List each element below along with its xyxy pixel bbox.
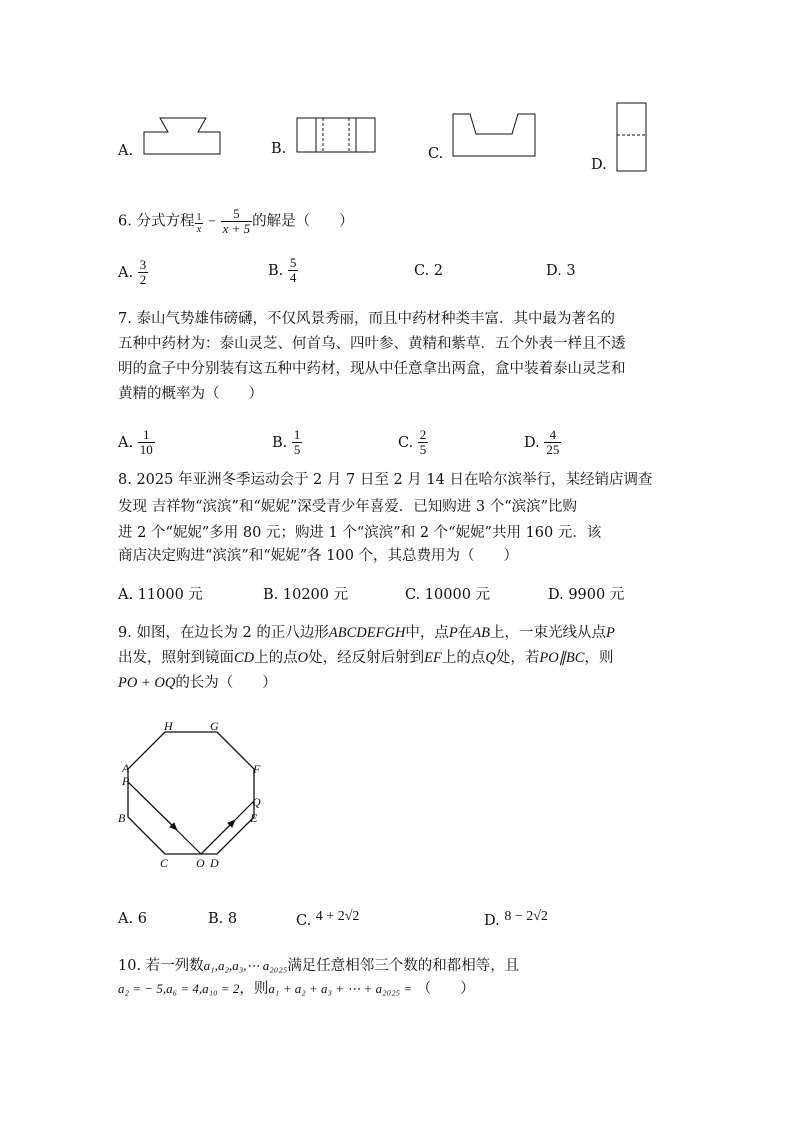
q9-point-o: O [297,650,309,666]
q9-label-d: D [210,856,219,870]
q5-option-d-label: D. [591,157,607,173]
q7-option-a-label: A. [118,435,134,451]
q10-l1-c: 满足任意相邻三个数的和都相等，且 [287,958,520,974]
q6-option-b-label: B. [268,263,284,279]
q10-answer-blank: （ ） [416,981,475,997]
q10-l2-b: ，则 [239,981,269,997]
q6-minus: − [208,214,216,230]
q7-option-a-denominator: 10 [139,442,153,457]
q9-octagon-figure [112,712,272,872]
q6-suffix: 的解是（ ） [252,213,354,230]
q10-sum-expression: a₁ + a₂ + a₃ + ⋯ + a₂₀₂₅ = [268,981,413,996]
q6-option-b [268,256,298,285]
q9-option-d-label: D. [484,913,500,929]
q9-label-p: P [122,774,130,788]
q9-segment-ab: AB [472,625,490,641]
q5-option-d-figure [614,100,650,174]
q9-label-a: A [122,761,130,775]
q9-option-c-label: C. [296,913,312,929]
q9-option-d [484,904,548,934]
q9-l2-e: 处，经反射后射到 [308,650,425,666]
q9-label-c: C [160,856,169,870]
q6-frac2-denominator: x + 5 [222,221,251,236]
q9-label-g: G [210,719,219,733]
q9-l1-g: 上，一束光线从点 [489,625,606,641]
q9-line-2 [118,645,613,671]
q9-octagon-name: ABCDEFGH [328,625,406,641]
q5-option-b-label: B. [271,141,287,157]
q9-sum-expression: PO + OQ [118,675,176,691]
q9-octagon [128,732,254,854]
q6-prefix: 6. 分式方程 [118,213,195,230]
q9-option-b: B. 8 [208,911,238,927]
q9-l2-k: ，则 [584,650,614,666]
q7-line-4: 黄精的概率为（ ） [118,386,263,402]
q6-option-a-denominator: 2 [139,272,147,287]
q6-option-b-fraction [288,256,299,285]
q6-option-a-label: A. [118,265,134,281]
q9-ray-oq-arrow [201,822,233,854]
q8-line-3: 进 2 个“妮妮”多用 80 元；购进 1 个“滨滨”和 2 个“妮妮”共用 160 元．该 [118,525,602,541]
q7-option-c-numerator: 2 [419,427,427,442]
q10-given-values: a₂ = − 5,a₆ = 4,a₁₀ = 2 [118,981,240,996]
q9-label-q: Q [252,795,261,809]
q6-frac1-denominator: x [196,223,202,235]
q7-option-c [398,428,428,457]
q5-option-a-figure [140,114,224,158]
q10-sequence: a₁,a₂,a₃,⋯ a₂₀₂₅ [203,958,288,973]
q7-line-1: 7. 泰山气势雄伟磅礴，不仅风景秀丽，而且中药材种类丰富．其中最为著名的 [118,311,615,327]
q9-option-d-value: 8 − 2√2 [504,909,548,924]
q7-option-c-denominator: 5 [419,442,427,457]
q9-option-c [296,904,359,934]
q9-label-b: B [118,811,126,825]
q6-fraction-1 [194,212,203,235]
q7-option-b [272,428,302,457]
q8-line-1: 8. 2025 年亚洲冬季运动会于 2 月 7 日至 2 月 14 日在哈尔滨举行，某经销店调查 [118,472,653,488]
q6-frac1-numerator: 1 [196,211,202,223]
q5-option-c-label: C. [428,146,444,162]
q5-option-b-figure [294,115,378,155]
q6-option-a-fraction [138,258,149,287]
q7-option-d-fraction [544,428,561,457]
q9-l2-g: 上的点 [441,650,486,666]
q9-ray-po-arrow [128,782,175,828]
q6-stem [118,207,354,236]
q8-line-4: 商店决定购进“滨滨”和“妮妮”各 100 个，其总费用为（ ） [118,548,519,564]
q5-option-a-label: A. [118,143,134,159]
q7-option-b-denominator: 5 [293,442,301,457]
q9-l1-c: 中，点 [405,625,449,641]
q10-l1-a: 10. 若一列数 [118,958,204,974]
q7-option-b-numerator: 1 [293,427,301,442]
q7-option-b-label: B. [272,435,288,451]
q7-line-2: 五种中药材为：泰山灵芝、何首乌、四叶参、黄精和紫草．五个外表一样且不透 [118,336,626,352]
q9-parallel-condition: PO∥BC [539,650,585,666]
q8-option-a: A. 11000 元 [118,587,203,603]
q9-line-1 [118,620,615,646]
q6-option-d: D. 3 [546,263,576,279]
q9-segment-ef: EF [424,650,442,666]
q10-line-2 [118,976,475,1002]
q9-label-o: O [196,856,205,870]
q6-option-b-numerator: 5 [289,255,297,270]
q9-segment-cd: CD [234,650,255,666]
q6-option-c: C. 2 [414,263,444,279]
q7-option-d-denominator: 25 [546,442,560,457]
q6-option-a [118,258,148,287]
q6-frac2-numerator: 5 [233,206,240,221]
q7-option-a [118,428,155,457]
q7-option-b-fraction [292,428,303,457]
q9-label-h: H [164,719,173,733]
q5-option-c-figure [450,110,538,160]
q9-label-e: E [250,811,258,825]
q7-option-c-label: C. [398,435,414,451]
q7-option-a-fraction [138,428,155,457]
q9-l2-c: 上的点 [254,650,298,666]
q9-l1-a: 9. 如图，在边长为 2 的正八边形 [118,625,329,641]
q9-l3-b: 的长为（ ） [175,675,277,691]
q8-line-2: 发现 吉祥物“滨滨”和“妮妮”深受青少年喜爱．已知购进 3 个“滨滨”比购 [118,499,578,515]
q7-option-a-numerator: 1 [142,427,150,442]
q9-l1-e: 在 [457,625,473,641]
q9-line-3 [118,670,277,696]
q9-option-a: A. 6 [118,911,147,927]
q9-point-p: P [448,625,458,641]
q9-point-p-2: P [605,625,615,641]
q7-option-d [524,428,561,457]
q7-line-3: 明的盒子中分别装有这五种中药材，现从中任意拿出两盒，盒中装着泰山灵芝和 [118,361,626,377]
q6-option-a-numerator: 3 [139,257,147,272]
q7-option-d-numerator: 4 [549,427,557,442]
q9-option-c-value: 4 + 2√2 [315,909,360,924]
q8-option-c: C. 10000 元 [405,587,491,603]
q6-option-b-denominator: 4 [289,270,297,285]
q6-fraction-2 [221,207,253,236]
q8-option-d: D. 9900 元 [548,587,625,603]
q9-label-f: F [253,762,261,776]
q9-point-q: Q [485,650,496,666]
q7-option-c-fraction [418,428,429,457]
q9-l2-a: 出发，照射到镜面 [118,650,234,666]
q9-l2-i: 处，若 [495,650,540,666]
q7-option-d-label: D. [524,435,540,451]
q8-option-b: B. 10200 元 [263,587,349,603]
